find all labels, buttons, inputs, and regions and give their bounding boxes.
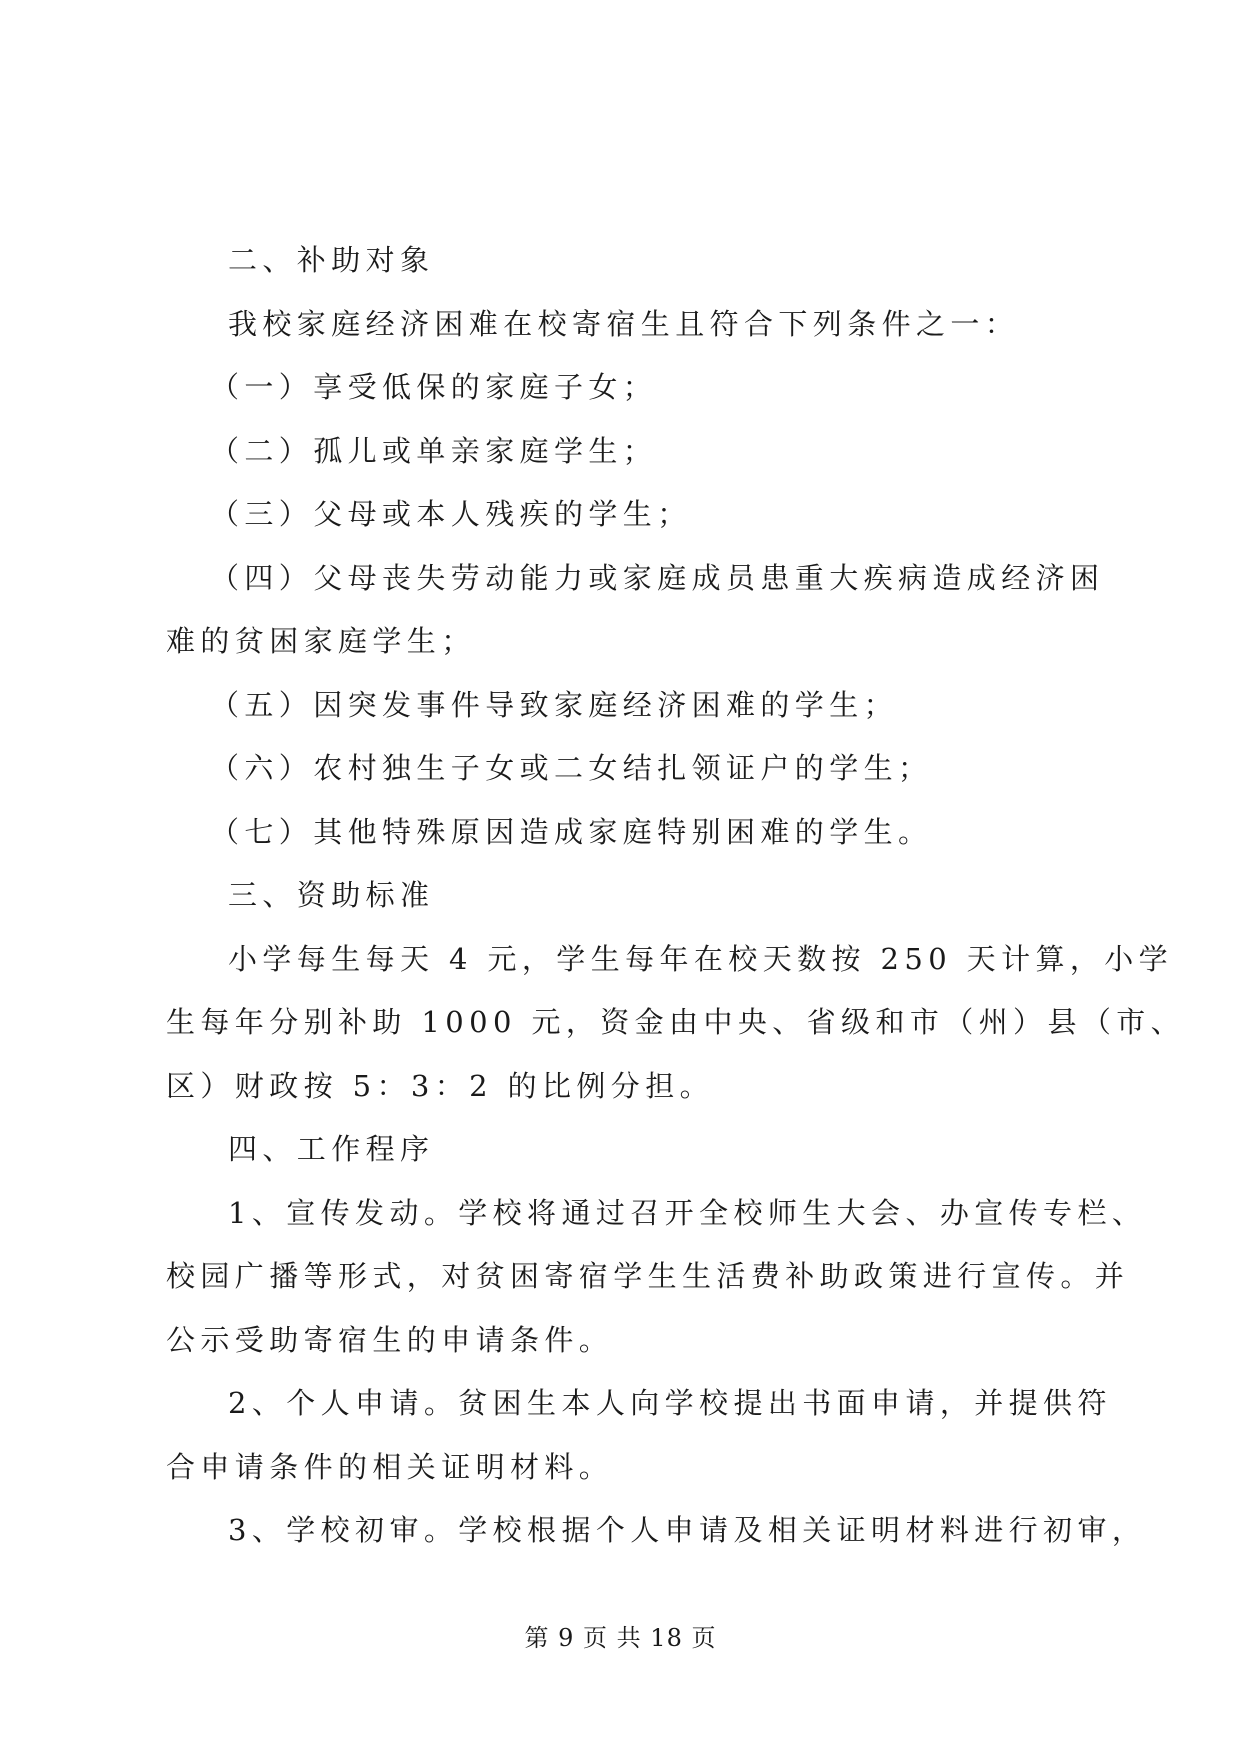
list-item-2: （二）孤儿或单亲家庭学生； <box>210 433 658 468</box>
section-heading-subsidy-targets: 二、补助对象 <box>228 243 435 277</box>
procedure-step-2-line-1: 2、个人申请。贫困生本人向学校提出书面申请，并提供符 <box>228 1386 1112 1420</box>
list-item-4-continued: 难的贫困家庭学生； <box>166 624 476 658</box>
procedure-step-1-line-1: 1、宣传发动。学校将通过召开全校师生大会、办宣传专栏、 <box>228 1195 1147 1230</box>
section-heading-funding-standard: 三、资助标准 <box>228 878 435 912</box>
list-item-7: （七）其他特殊原因造成家庭特别困难的学生。 <box>210 814 933 849</box>
paragraph-funding-line-3: 区）财政按 5：3：2 的比例分担。 <box>166 1068 714 1103</box>
list-item-1: （一）享受低保的家庭子女； <box>210 370 658 404</box>
document-body <box>166 229 1186 1563</box>
procedure-step-2-line-2: 合申请条件的相关证明材料。 <box>166 1449 614 1484</box>
paragraph-funding-line-2: 生每年分别补助 1000 元，资金由中央、省级和市（州）县（市、 <box>166 1005 1186 1039</box>
list-item-5: （五）因突发事件导致家庭经济困难的学生； <box>210 687 899 722</box>
list-item-3: （三）父母或本人残疾的学生； <box>210 497 692 531</box>
page-number: 第 9 页 共 18 页 <box>524 1624 717 1652</box>
procedure-step-3-line-1: 3、学校初审。学校根据个人申请及相关证明材料进行初审， <box>228 1513 1147 1547</box>
section-heading-work-procedure: 四、工作程序 <box>228 1132 435 1166</box>
paragraph-eligibility-intro: 我校家庭经济困难在校寄宿生且符合下列条件之一： <box>228 306 1020 341</box>
list-item-4: （四）父母丧失劳动能力或家庭成员患重大疾病造成经济困 <box>210 560 1105 595</box>
paragraph-funding-line-1: 小学每生每天 4 元，学生每年在校天数按 250 天计算，小学 <box>228 941 1174 976</box>
procedure-step-1-line-3: 公示受助寄宿生的申请条件。 <box>166 1322 614 1357</box>
list-item-6: （六）农村独生子女或二女结扎领证户的学生； <box>210 751 933 785</box>
procedure-step-1-line-2: 校园广播等形式，对贫困寄宿学生生活费补助政策进行宣传。并 <box>166 1259 1130 1293</box>
